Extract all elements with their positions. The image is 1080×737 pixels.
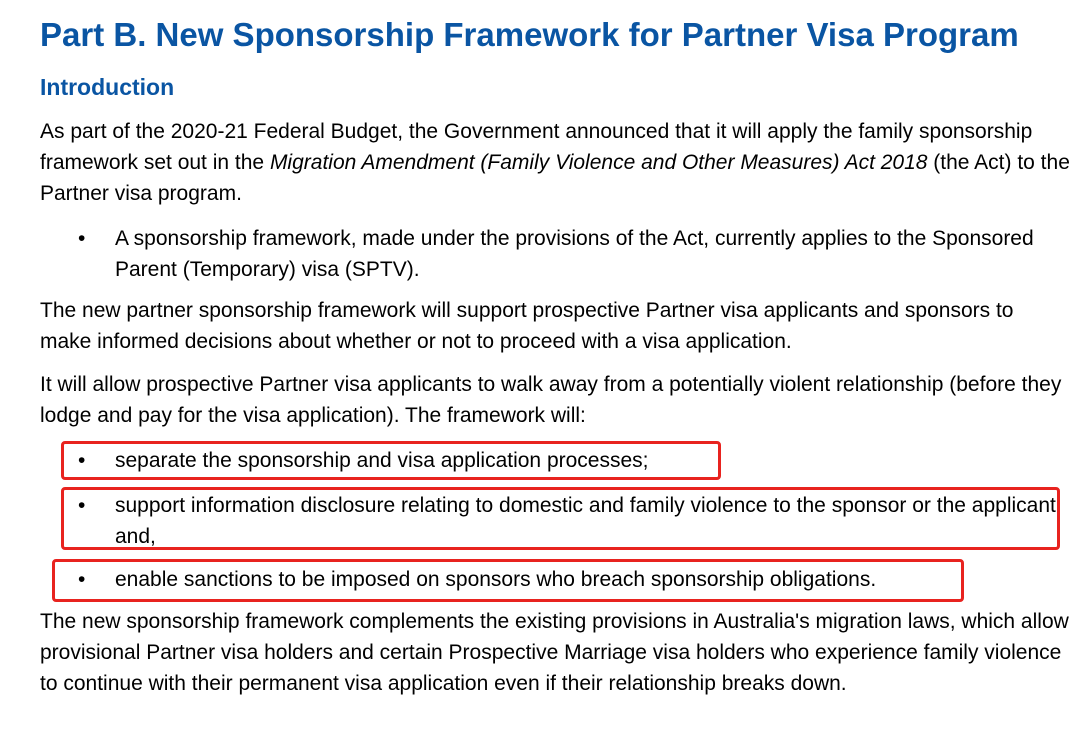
framework-paragraph: The new partner sponsorship framework will support prospective Partner visa applicants and sponsors to make informed decisions about whether or not to proceed with a visa application. xyxy=(40,299,1014,353)
list-item-text: support information disclosure relating to domestic and family violence to the sponsor or the applicant; and, xyxy=(115,494,1062,548)
highlight-box xyxy=(52,559,964,602)
highlight-box xyxy=(61,487,1060,550)
intro-paragraph xyxy=(40,116,1070,209)
list-item-text: separate the sponsorship and visa application processes; xyxy=(115,449,649,472)
bullet-icon: • xyxy=(78,568,86,591)
intro-text-start: As part of the 2020-21 Federal Budget, the Government announced that it will apply the family sponsorship framework set out in the xyxy=(40,120,1033,174)
intro-text-end: (the Act) to the Partner visa program. xyxy=(40,151,1070,205)
list-item-text: A sponsorship framework, made under the provisions of the Act, currently applies to the Sponsored Parent (Temporary) visa (SPTV). xyxy=(115,227,1034,281)
section-heading: Introduction xyxy=(40,74,175,100)
list-item-text: enable sanctions to be imposed on sponsors who breach sponsorship obligations. xyxy=(115,568,877,591)
complements-paragraph: The new sponsorship framework complements the existing provisions in Australia's migration laws, which allow provisional Partner visa holders and certain Prospective Marriage visa holders who experience family violence to continue with their permanent visa application even if their relationship breaks down. xyxy=(40,610,1069,695)
walk-away-paragraph: It will allow prospective Partner visa applicants to walk away from a potentially violent relationship (before they lodge and pay for the visa application). The framework will: xyxy=(40,373,1062,427)
page-title: Part B. New Sponsorship Framework for Partner Visa Program xyxy=(40,16,1019,53)
bullet-icon: • xyxy=(78,227,86,250)
list-item xyxy=(78,223,1068,285)
highlight-box xyxy=(61,441,721,480)
bullet-icon: • xyxy=(78,494,86,517)
act-title: Migration Amendment (Family Violence and Other Measures) Act 2018 xyxy=(269,151,928,174)
bullet-icon: • xyxy=(78,449,86,472)
